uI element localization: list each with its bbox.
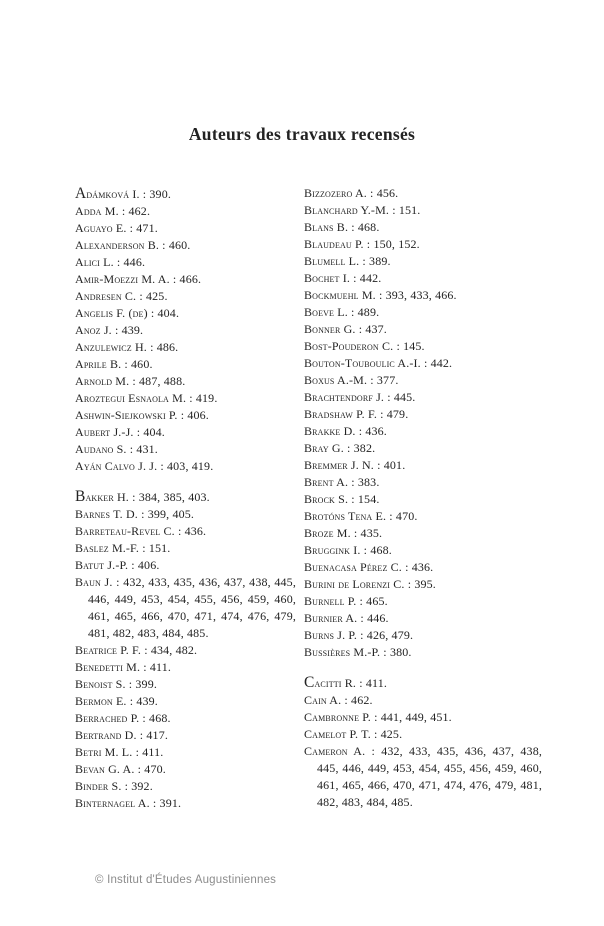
index-entry: Bizzozero A. : 456. <box>304 186 399 200</box>
index-entry: Aubert J.-J. : 404. <box>75 425 165 439</box>
index-entry: Bockmuehl M. : 393, 433, 466. <box>304 288 457 302</box>
index-entry: Barnes T. D. : 399, 405. <box>75 507 195 521</box>
index-entry: Brent A. : 383. <box>304 475 380 489</box>
index-entry: Binternagel A. : 391. <box>75 796 182 810</box>
index-entry: Ashwin-Siejkowski P. : 406. <box>75 408 209 422</box>
index-entry: Blaudeau P. : 150, 152. <box>304 237 420 251</box>
index-entry: Aprile B. : 460. <box>75 357 153 371</box>
index-entry: Burnier A. : 446. <box>304 611 389 625</box>
index-entry: Blans B. : 468. <box>304 220 380 234</box>
index-entry: Baslez M.-F. : 151. <box>75 541 171 555</box>
index-entry: Bermon E. : 439. <box>75 694 158 708</box>
index-entry: Audano S. : 431. <box>75 442 158 456</box>
index-entry: Bonner G. : 437. <box>304 322 387 336</box>
index-entry: Batut J.-P. : 406. <box>75 558 160 572</box>
copyright-notice: © Institut d'Études Augustiniennes <box>95 874 277 886</box>
index-column-right <box>304 185 542 811</box>
index-entry: Broze M. : 435. <box>304 526 383 540</box>
index-entry: Binder S. : 392. <box>75 779 153 793</box>
index-entry: Bouton-Touboulic A.-I. : 442. <box>304 356 453 370</box>
index-entry: Brotóns Tena E. : 470. <box>304 509 418 523</box>
index-entry: Alexanderson B. : 460. <box>75 238 191 252</box>
index-entry: Burns J. P. : 426, 479. <box>304 628 414 642</box>
index-entry: Brachtendorf J. : 445. <box>304 390 416 404</box>
index-entry: Aroztegui Esnaola M. : 419. <box>75 391 218 405</box>
index-entry: Cain A. : 462. <box>304 693 373 707</box>
index-entry: Benoist S. : 399. <box>75 677 158 691</box>
index-entry: Cacitti R. : 411. <box>304 674 388 691</box>
index-entry: Cambronne P. : 441, 449, 451. <box>304 710 452 724</box>
index-entry: Camelot P. T. : 425. <box>304 727 403 741</box>
index-entry: Bremmer J. N. : 401. <box>304 458 406 472</box>
index-entry: Arnold M. : 487, 488. <box>75 374 186 388</box>
index-entry: Boxus A.-M. : 377. <box>304 373 399 387</box>
index-entry: Adámková I. : 390. <box>75 185 172 202</box>
index-column-left <box>75 185 296 812</box>
index-entry: Blumell L. : 389. <box>304 254 391 268</box>
index-entry: Anoz J. : 439. <box>75 323 144 337</box>
index-entry: Benedetti M. : 411. <box>75 660 172 674</box>
index-entry: Brakke D. : 436. <box>304 424 387 438</box>
index-entry: Burini de Lorenzi C. : 395. <box>304 577 436 591</box>
index-entry: Beatrice P. F. : 434, 482. <box>75 643 198 657</box>
index-entry: Ayán Calvo J. J. : 403, 419. <box>75 459 214 473</box>
index-entry: Adda M. : 462. <box>75 204 151 218</box>
index-entry: Bevan G. A. : 470. <box>75 762 166 776</box>
index-entry: Bakker H. : 384, 385, 403. <box>75 488 210 505</box>
index-entry: Bray G. : 382. <box>304 441 376 455</box>
index-entry: Brock S. : 154. <box>304 492 380 506</box>
index-entry: Angelis F. (de) : 404. <box>75 306 180 320</box>
index-entry: Bochet I. : 442. <box>304 271 382 285</box>
index-entry: Baun J. : 432, 433, 435, 436, 437, 438, 445, 446, 449, 453, 454, 455, 456, 459, 460, 461, 465, 466, 470, 471, 474, 476, 479, 481, 482, 483, 484, 485. <box>75 575 296 640</box>
index-entry: Bertrand D. : 417. <box>75 728 169 742</box>
index-columns <box>75 185 542 812</box>
page-title: Auteurs des travaux recensés <box>188 124 416 144</box>
index-entry: Bussières M.-P. : 380. <box>304 645 412 659</box>
index-entry: Amir-Moezzi M. A. : 466. <box>75 272 202 286</box>
index-entry: Alici L. : 446. <box>75 255 146 269</box>
index-entry: Anzulewicz H. : 486. <box>75 340 179 354</box>
index-entry: Burnell P. : 465. <box>304 594 388 608</box>
index-entry: Bradshaw P. F. : 479. <box>304 407 409 421</box>
index-entry: Berrached P. : 468. <box>75 711 171 725</box>
index-entry: Cameron A. : 432, 433, 435, 436, 437, 438, 445, 446, 449, 453, 454, 455, 456, 459, 460, 461, 465, 466, 470, 471, 474, 476, 479, 481, 482, 483, 484, 485. <box>304 744 542 809</box>
index-entry: Barreteau-Revel C. : 436. <box>75 524 207 538</box>
index-entry: Aguayo E. : 471. <box>75 221 158 235</box>
index-entry: Bost-Pouderon C. : 145. <box>304 339 425 353</box>
index-entry: Blanchard Y.-M. : 151. <box>304 203 421 217</box>
index-entry: Boeve L. : 489. <box>304 305 380 319</box>
index-entry: Betri M. L. : 411. <box>75 745 164 759</box>
index-entry: Andresen C. : 425. <box>75 289 168 303</box>
index-entry: Bruggink I. : 468. <box>304 543 392 557</box>
index-entry: Buenacasa Pérez C. : 436. <box>304 560 434 574</box>
